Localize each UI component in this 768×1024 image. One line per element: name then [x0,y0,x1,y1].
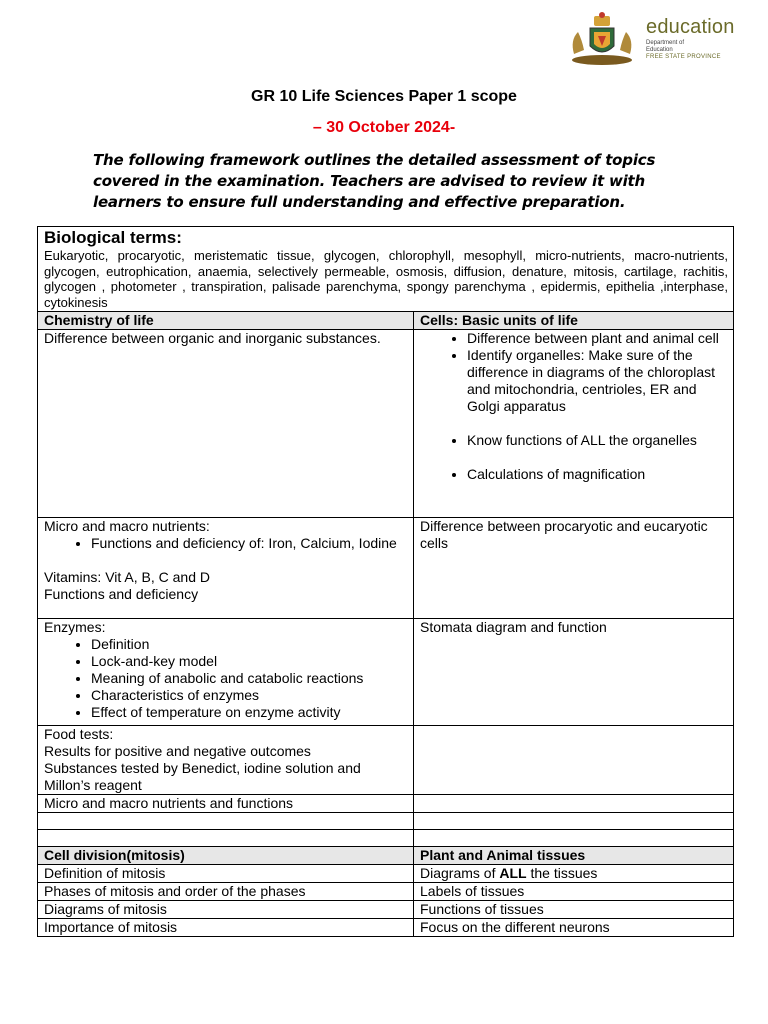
chemistry-of-life-header: Chemistry of life [38,312,414,330]
page-title: GR 10 Life Sciences Paper 1 scope [251,88,517,105]
exam-date: – 30 October 2024- [312,119,456,136]
list-item: • Lock-and-key model [91,653,408,670]
nutrients-cell [38,518,414,619]
tissues-header: Plant and Animal tissues [414,847,734,865]
table-row [38,865,734,883]
table-row [38,919,734,937]
empty-cell [38,830,414,847]
organic-inorganic-cell: Difference between organic and inorganic substances. [38,330,414,518]
table-row [38,518,734,619]
list-item: • Calculations of magnification [467,466,728,483]
tissues-topic-cell: Labels of tissues [414,883,734,901]
empty-cell [38,813,414,830]
list-item: • Know functions of ALL the organelles [467,432,728,449]
list-item: • Characteristics of enzymes [91,687,408,704]
stomata-cell: Stomata diagram and function [414,619,734,726]
biological-terms-cell [38,227,734,312]
mitosis-topic-cell: Importance of mitosis [38,919,414,937]
nutrients-functions-cell: Micro and macro nutrients and functions [38,795,414,813]
intro-paragraph: The following framework outlines the detailed assessment of topics covered in the examination. Teachers are advised to review it with learners to ensure full understanding and effective preparation. [93,151,656,211]
empty-cell [414,813,734,830]
list-item: • Identify organelles: Make sure of the difference in diagrams of the chloroplast and mitochondria, centrioles, ER and Golgi apparatus [467,347,728,415]
table-row [38,883,734,901]
biological-terms-list: Eukaryotic, procaryotic, meristematic tissue, glycogen, chlorophyll, mesophyll, micro-nutrients, macro-nutrients, glycogen, eutrophication, anaemia, selectively permeable, osmosis, diffusion, denature, mitosis, cartilage, rachitis, glycogen , photometer , transpiration, palisade parenchyma, spongy parenchyma , epidermis, epithelia ,interphase, cytokinesis [44,248,728,310]
vitamins-text: Vitamins: Vit A, B, C and D [44,569,211,585]
list-item: • Functions and deficiency of: Iron, Calcium, Iodine [91,535,408,552]
list-item: • Effect of temperature on enzyme activity [91,704,408,721]
tissues-topic-cell: Diagrams of ALL the tissues [414,865,734,883]
enzymes-title: Enzymes: [44,619,106,635]
list-item: • Definition [91,636,408,653]
list-item: • Meaning of anabolic and catabolic reactions [91,670,408,687]
table-row [38,795,734,813]
mitosis-topic-cell: Definition of mitosis [38,865,414,883]
table-row [38,813,734,830]
biological-terms-heading: Biological terms: [44,228,182,247]
logo-subtitle: Department of Education FREE STATE PROVINCE [646,40,721,60]
logo-wordmark: education [646,16,735,38]
scope-table [37,226,734,937]
biological-terms-row [38,227,734,312]
table-row [38,830,734,847]
table-row [38,619,734,726]
mitosis-topic-cell: Phases of mitosis and order of the phases [38,883,414,901]
cells-topics-list [420,330,728,415]
empty-cell [414,830,734,847]
procaryotic-cell: Difference between procaryotic and eucaryotic cells [414,518,734,619]
list-item: • Difference between plant and animal cell [467,330,728,347]
enzymes-cell [38,619,414,726]
nutrients-title: Micro and macro nutrients: [44,518,210,534]
cells-header: Cells: Basic units of life [414,312,734,330]
tissues-topic-cell: Focus on the different neurons [414,919,734,937]
food-tests-cell: Food tests: Results for positive and negative outcomes Substances tested by Benedict, iodine solution and Millon’s reagent [38,726,414,795]
table-row [38,330,734,518]
empty-cell [414,795,734,813]
section-header-row [38,312,734,330]
table-row [38,901,734,919]
vitamins-functions-text: Functions and deficiency [44,586,199,602]
cell-division-header: Cell division(mitosis) [38,847,414,865]
coat-of-arms-icon [566,10,638,68]
tissues-topic-cell: Functions of tissues [414,901,734,919]
education-logo [566,10,736,70]
section-header-row [38,847,734,865]
empty-cell [414,726,734,795]
table-row [38,726,734,795]
cells-topics-cell [414,330,734,518]
mitosis-topic-cell: Diagrams of mitosis [38,901,414,919]
